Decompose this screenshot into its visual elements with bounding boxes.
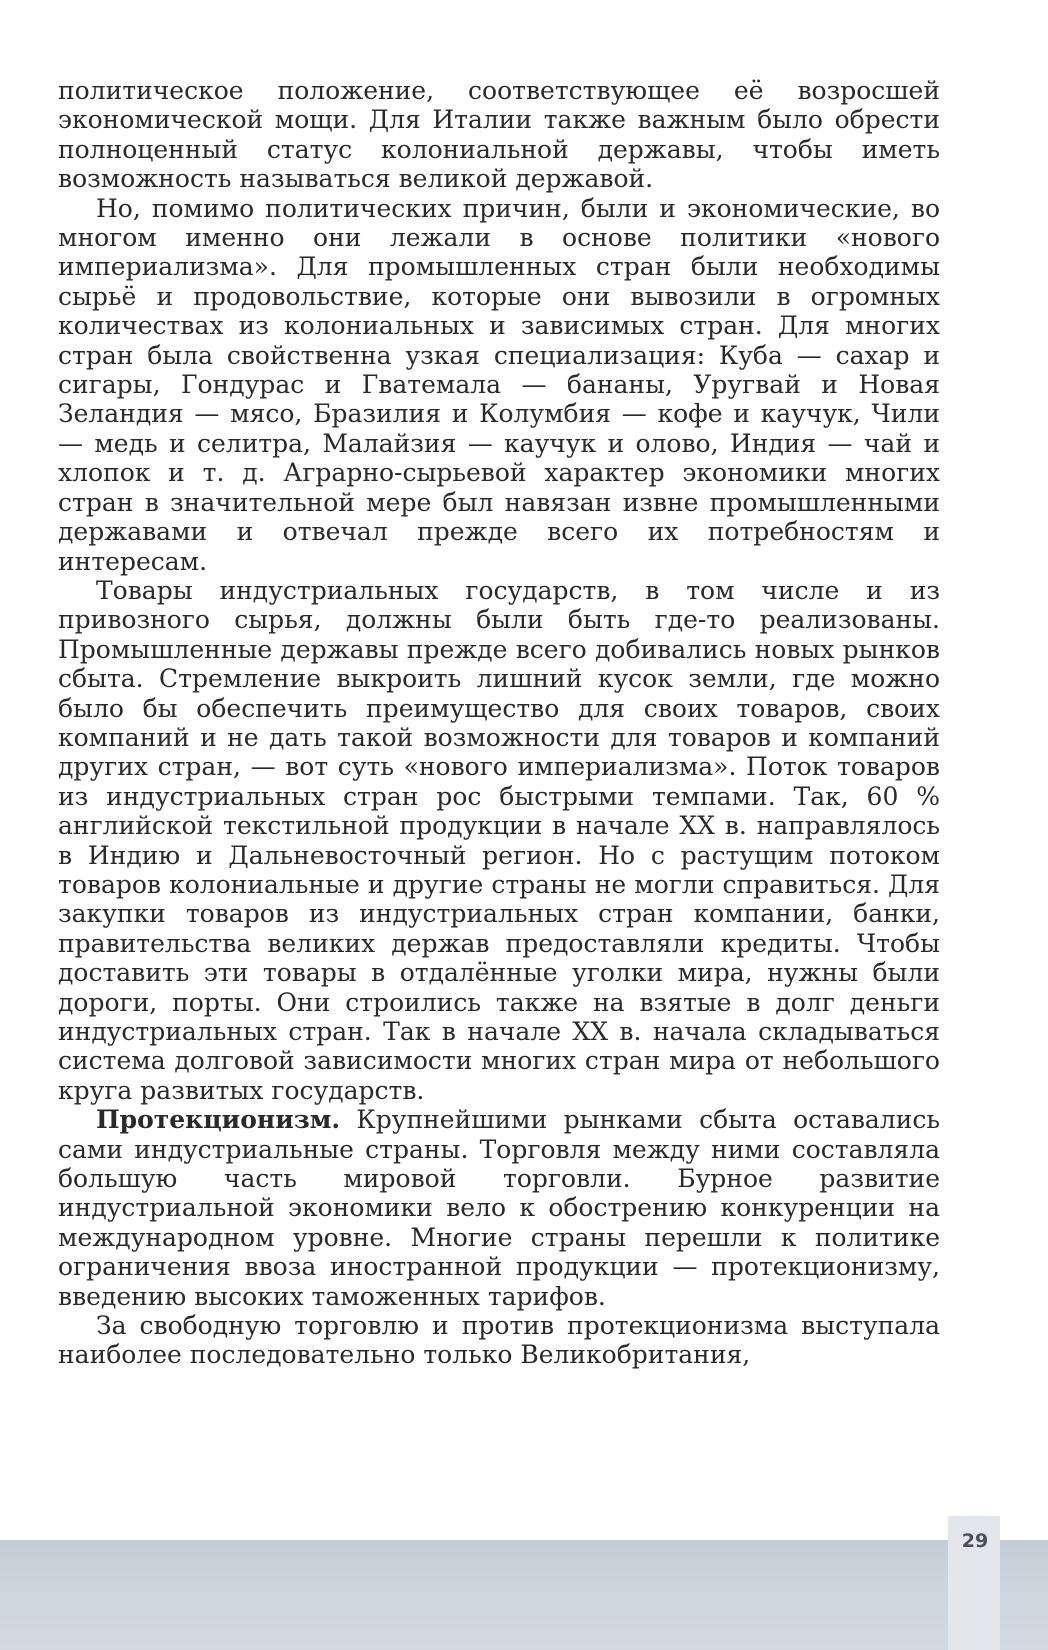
section-term-protectionism: Протекционизм. bbox=[96, 1105, 341, 1135]
page-number: 29 bbox=[961, 1530, 989, 1552]
page-body-text bbox=[58, 76, 940, 1370]
paragraph-4-protectionism bbox=[58, 1105, 940, 1311]
paragraph-3: Товары индустриальных государств, в том числе и из привозного сырья, должны были быть где-то реализованы. Промышленные державы прежде всего добивались новых рынков сбыта. Стремление выкроить лишний кусок земли, где можно было бы обеспечить преимущество для своих товаров, своих компаний и не дать такой возможности для товаров и компаний других стран, — вот суть «нового империализма». Поток товаров из индустриальных стран рос быстрыми темпами. Так, 60 % английской текстильной продукции в начале XX в. направлялось в Индию и Дальневосточный регион. Но с растущим потоком товаров колониальные и другие страны не могли справиться. Для закупки товаров из индустриальных стран компании, банки, правительства великих держав предоставляли кредиты. Чтобы доставить эти товары в отдалённые уголки мира, нужны были дороги, порты. Они строились также на взятые в долг деньги индустриальных стран. Так в начале XX в. начала складываться система долговой зависимости многих стран мира от небольшого круга развитых государств. bbox=[58, 575, 940, 1105]
paragraph-4-text: Крупнейшими рынками сбыта оставались сами индустриальные страны. Торговля между ними составляла большую часть мировой торговли. Бурное развитие индустриальной экономики вело к обострению конкуренции на международном уровне. Многие страны перешли к политике ограничения ввоза иностранной продукции — протекционизму, введению высоких таможенных тарифов. bbox=[58, 1105, 940, 1311]
paragraph-2: Но, помимо политических причин, были и экономические, во многом именно они лежали в основе политики «нового империализма». Для промышленных стран были необходимы сырьё и продовольствие, которые они вывозили в огромных количествах из колониальных и зависимых стран. Для многих стран была свойственна узкая специализация: Куба — сахар и сигары, Гондурас и Гватемала — бананы, Уругвай и Новая Зеландия — мясо, Бразилия и Колумбия — кофе и каучук, Чили — медь и селитра, Малайзия — каучук и олово, Индия — чай и хлопок и т. д. Аграрно-сырьевой характер экономики многих стран в значительной мере был навязан извне промышленными державами и отвечал прежде всего их потребностям и интересам. bbox=[58, 193, 940, 576]
paragraph-5: За свободную торговлю и против протекционизма выступала наиболее последовательно только Великобритания, bbox=[58, 1311, 940, 1370]
paragraph-1: политическое положение, соответствующее её возросшей экономической мощи. Для Италии также важным было обрести полноценный статус колониальной державы, чтобы иметь возможность называться великой державой. bbox=[58, 76, 940, 194]
page-footer-band bbox=[0, 1540, 1048, 1650]
